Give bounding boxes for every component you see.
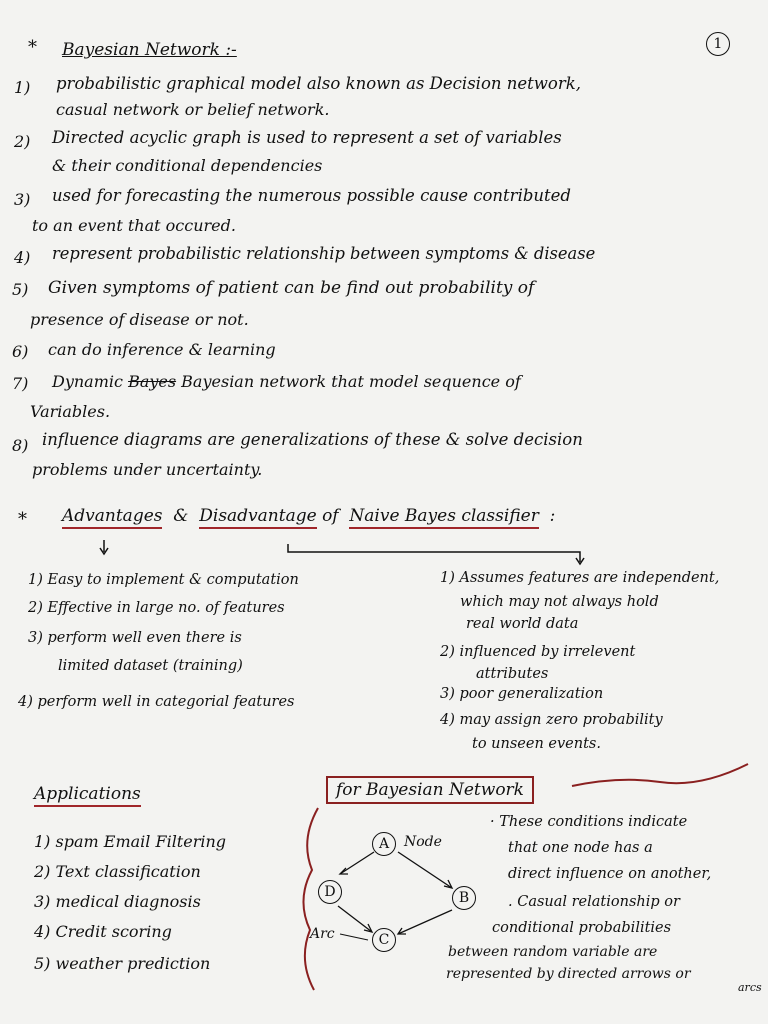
bn-item-5-line1: Given symptoms of patient can be find out probability of <box>48 278 535 298</box>
dis-item-4-line1: 4) may assign zero probability <box>440 712 663 728</box>
node-label: Node <box>404 834 442 850</box>
apps-item-2: 2) Text classification <box>34 862 201 881</box>
adv-arrow-head <box>100 548 108 554</box>
bnd-note-7: represented by directed arrows or <box>446 966 691 982</box>
bn-item-7-rest: Bayesian network that model sequence of <box>181 372 521 391</box>
bn-item-3-line2: to an event that occured. <box>32 216 236 235</box>
bn-item-4-num: 4) <box>14 248 31 267</box>
bnd-note-8: arcs <box>738 981 762 994</box>
bn-item-7-struck: Bayes <box>128 372 177 391</box>
bnd-note-5: conditional probabilities <box>492 920 672 936</box>
arc-a-b <box>398 852 452 888</box>
bn-item-5-line2: presence of disease or not. <box>30 310 249 329</box>
dis-item-1-line3: real world data <box>466 616 579 632</box>
nb-star: * <box>18 509 27 530</box>
bn-item-7-dynamic: Dynamic <box>52 372 123 391</box>
bn-item-7-line2: Variables. <box>30 402 111 421</box>
nb-advantages: Advantages <box>62 506 162 529</box>
bn-item-6-line1: can do inference & learning <box>48 340 276 359</box>
arc-a-d <box>340 852 374 874</box>
bn-star: * <box>28 37 37 58</box>
nb-naive: Naive Bayes classifier <box>349 506 538 529</box>
bn-item-8-line1: influence diagrams are generalizations of these & solve decision <box>42 430 583 449</box>
adv-item-1: 1) Easy to implement & computation <box>28 572 299 588</box>
bn-item-1-line1: probabilistic graphical model also known as Decision network, <box>56 74 581 93</box>
nb-amp: & <box>173 506 189 526</box>
bn-item-1-line2: casual network or belief network. <box>56 100 330 119</box>
apps-title: Applications <box>34 784 141 804</box>
arc-d-c-head <box>364 924 372 932</box>
dis-bracket-head <box>576 558 584 564</box>
bn-diagram-title: for Bayesian Network <box>326 776 534 804</box>
bn-item-1-num: 1) <box>14 78 31 97</box>
red-wave <box>572 764 748 786</box>
apps-item-1: 1) spam Email Filtering <box>34 832 227 851</box>
nb-disadvantage: Disadvantage <box>199 506 316 529</box>
arc-a-d-head <box>340 868 348 874</box>
dis-item-2-line1: 2) influenced by irrelevent <box>440 644 636 660</box>
bn-item-2-line2: & their conditional dependencies <box>52 156 323 175</box>
node-b: B <box>452 886 476 910</box>
dis-item-1-line1: 1) Assumes features are independent, <box>440 570 720 586</box>
bn-item-5-num: 5) <box>12 280 29 299</box>
bn-item-8-line2: problems under uncertainty. <box>32 460 263 479</box>
dis-item-3: 3) poor generalization <box>440 686 604 702</box>
bnd-note-2: that one node has a <box>508 840 653 856</box>
bn-item-3-num: 3) <box>14 190 31 209</box>
node-d: D <box>318 880 342 904</box>
bn-item-4-line1: represent probabilistic relationship between symptoms & disease <box>52 244 596 263</box>
dis-bracket <box>288 544 580 562</box>
node-a: A <box>372 832 396 856</box>
dis-item-1-line2: which may not always hold <box>460 594 659 610</box>
adv-item-3-line2: limited dataset (training) <box>58 658 243 674</box>
bn-item-2-num: 2) <box>14 132 31 151</box>
node-c: C <box>372 928 396 952</box>
adv-item-3-line1: 3) perform well even there is <box>28 630 242 646</box>
bn-item-6-num: 6) <box>12 342 29 361</box>
dis-item-4-line2: to unseen events. <box>472 736 601 752</box>
nb-heading <box>62 506 555 526</box>
bnd-note-6: between random variable are <box>448 944 658 960</box>
nb-of: of <box>322 506 339 526</box>
arc-label: Arc <box>310 926 335 942</box>
bnd-note-3: direct influence on another, <box>508 866 712 882</box>
arc-a-b-head <box>444 880 452 888</box>
bnd-note-4: . Casual relationship or <box>508 894 680 910</box>
apps-item-4: 4) Credit scoring <box>34 922 172 941</box>
apps-item-3: 3) medical diagnosis <box>34 892 201 911</box>
bn-item-2-line1: Directed acyclic graph is used to represent a set of variables <box>52 128 562 147</box>
apps-item-5: 5) weather prediction <box>34 954 211 973</box>
bn-item-3-line1: used for forecasting the numerous possible cause contributed <box>52 186 571 205</box>
arc-d-c <box>338 906 372 932</box>
arc-b-c-head <box>398 928 406 934</box>
bn-item-7-line1 <box>52 372 521 392</box>
arc-label-pointer <box>340 934 368 940</box>
bn-item-7-num: 7) <box>12 374 29 393</box>
curly-brace <box>303 808 318 990</box>
bn-item-8-num: 8) <box>12 436 29 455</box>
adv-item-4: 4) perform well in categorial features <box>18 694 295 710</box>
nb-colon: : <box>549 506 556 526</box>
dis-item-2-line2: attributes <box>476 666 549 682</box>
arc-b-c <box>398 910 452 934</box>
bn-title: Bayesian Network :- <box>62 40 237 60</box>
bnd-note-1: · These conditions indicate <box>490 814 688 830</box>
adv-item-2: 2) Effective in large no. of features <box>28 600 285 616</box>
page-number: 1 <box>706 32 730 56</box>
